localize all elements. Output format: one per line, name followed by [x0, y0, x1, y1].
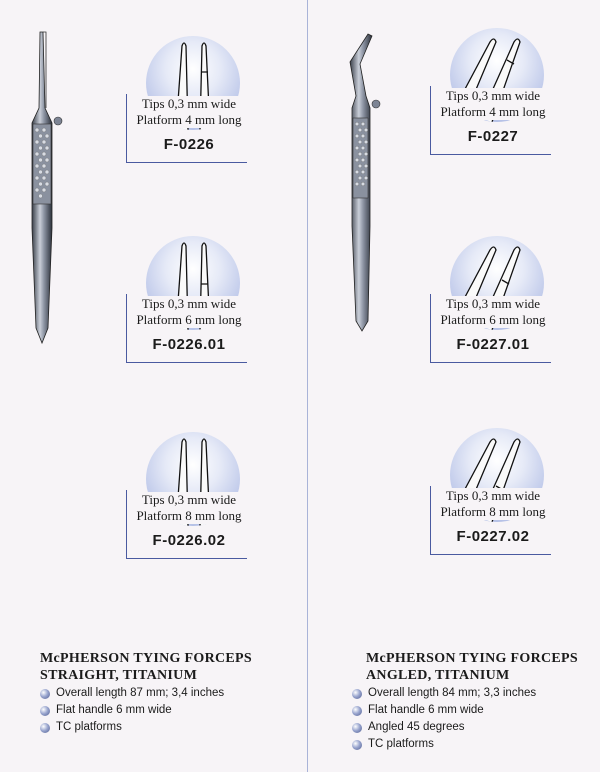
list-item	[352, 736, 536, 753]
bullet-icon	[40, 689, 50, 699]
list-item	[352, 702, 536, 719]
list-item-text: TC platforms	[56, 721, 122, 733]
angled-forceps-image	[348, 26, 398, 351]
bullet-icon	[352, 706, 362, 716]
product-code: F-0226	[163, 136, 215, 153]
product-code: F-0227.01	[456, 336, 530, 353]
variant-spec	[132, 96, 246, 128]
variant-spec	[436, 296, 550, 328]
product-code: F-0227.02	[456, 528, 530, 545]
product-code: F-0226.01	[152, 336, 226, 353]
platform-spec: Platform 4 mm long	[136, 112, 242, 127]
tips-spec: Tips 0,3 mm wide	[141, 492, 237, 507]
list-item-text: Flat handle 6 mm wide	[368, 704, 484, 716]
variant-panel	[430, 28, 552, 156]
bullet-icon	[352, 740, 362, 750]
straight-forceps-image	[18, 28, 68, 353]
list-item-text: TC platforms	[368, 738, 434, 750]
bullet-icon	[40, 723, 50, 733]
list-item-text: Overall length 84 mm; 3,3 inches	[368, 687, 537, 699]
platform-spec: Platform 8 mm long	[440, 504, 546, 519]
platform-spec: Platform 8 mm long	[136, 508, 242, 523]
bullet-icon	[352, 689, 362, 699]
spec-list	[352, 685, 536, 753]
list-item	[352, 685, 536, 702]
list-item-text: Flat handle 6 mm wide	[56, 704, 172, 716]
variant-panel	[126, 432, 248, 560]
list-item	[40, 702, 224, 719]
list-item-text: Angled 45 degrees	[368, 721, 465, 733]
variant-spec	[436, 88, 550, 120]
tips-spec: Tips 0,3 mm wide	[445, 296, 541, 311]
tips-spec: Tips 0,3 mm wide	[445, 88, 541, 103]
product-title	[366, 650, 578, 684]
list-item-text: Overall length 87 mm; 3,4 inches	[56, 687, 225, 699]
platform-spec: Platform 6 mm long	[440, 312, 546, 327]
variant-spec	[436, 488, 550, 520]
title-line-2: ANGLED, TITANIUM	[366, 668, 510, 683]
bullet-icon	[40, 706, 50, 716]
list-item	[40, 719, 224, 736]
title-line-1: McPHERSON TYING FORCEPS	[366, 651, 578, 666]
list-item	[352, 719, 536, 736]
platform-spec: Platform 6 mm long	[136, 312, 242, 327]
platform-spec: Platform 4 mm long	[440, 104, 546, 119]
variant-panel	[430, 236, 552, 364]
tips-spec: Tips 0,3 mm wide	[445, 488, 541, 503]
product-code: F-0226.02	[152, 532, 226, 549]
variant-panel	[126, 236, 248, 364]
title-line-1: McPHERSON TYING FORCEPS	[40, 651, 252, 666]
product-code: F-0227	[467, 128, 519, 145]
tips-spec: Tips 0,3 mm wide	[141, 96, 237, 111]
title-line-2: STRAIGHT, TITANIUM	[40, 668, 198, 683]
angled-forceps-column	[308, 0, 600, 772]
spec-list	[40, 685, 224, 736]
product-title	[40, 650, 252, 684]
bullet-icon	[352, 723, 362, 733]
variant-panel	[126, 36, 248, 164]
tips-spec: Tips 0,3 mm wide	[141, 296, 237, 311]
variant-spec	[132, 492, 246, 524]
variant-spec	[132, 296, 246, 328]
variant-panel	[430, 428, 552, 556]
list-item	[40, 685, 224, 702]
